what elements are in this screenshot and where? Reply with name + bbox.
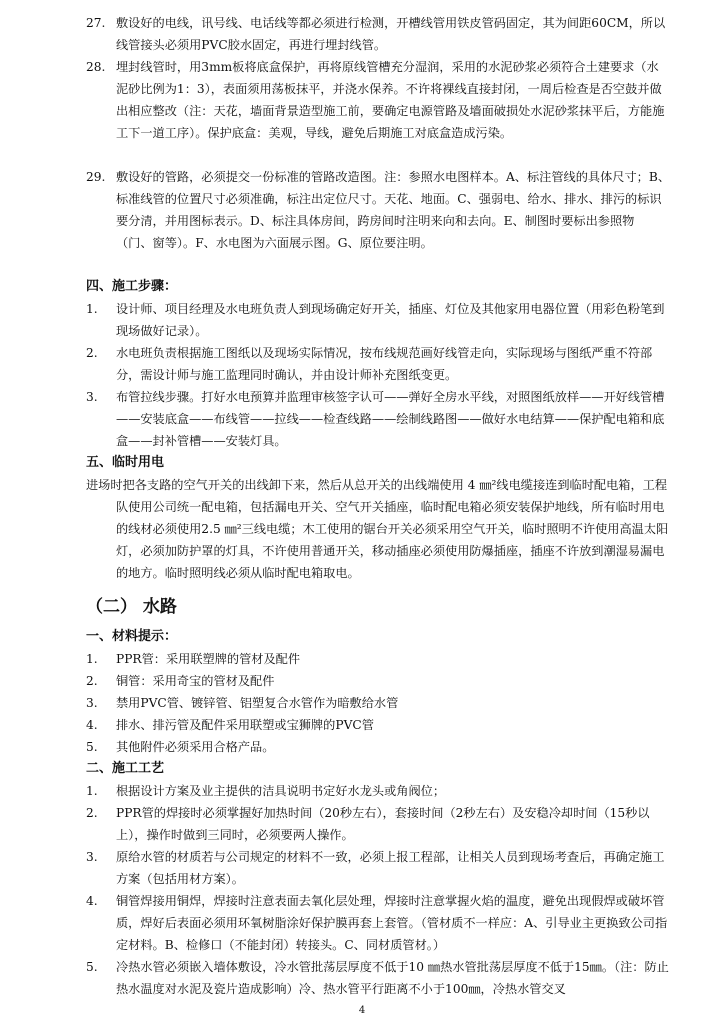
- craft-number-1: 1.: [86, 784, 98, 798]
- step-number-3: 3.: [86, 390, 98, 404]
- water-section-title: （二） 水路: [86, 597, 177, 617]
- item-number-28: 28.: [86, 60, 106, 74]
- item-number-27: 27.: [86, 16, 106, 30]
- temp-power-heading: 五、临时用电: [86, 455, 165, 470]
- step-number-1: 1.: [86, 302, 98, 316]
- steps-heading: 四、施工步骤：: [86, 279, 178, 294]
- step-number-2: 2.: [86, 346, 98, 360]
- craft-heading: 二、施工工艺: [86, 761, 165, 776]
- material-1-text: PPR管：采用联塑牌的管材及配件: [116, 652, 301, 666]
- craft-1-text: 根据设计方案及业主提供的洁具说明书定好水龙头或角阀位；: [116, 784, 446, 798]
- material-number-5: 5.: [86, 740, 98, 754]
- material-4-text: 排水、排污管及配件采用联塑或宝狮牌的PVC管: [116, 718, 374, 732]
- craft-4-text: 铜管焊接用铜焊，焊接时注意表面去氧化层处理，焊接时注意掌握火焰的温度，避免出现假焊或破坏管质，焊好后表面必须用环氧树脂涂好保护膜再套上套管。（管材质不一样应：A、引导业主更换致公司指定材料。B、检修口（不能封闭）转接头。C、同材质管材。）: [116, 894, 668, 952]
- craft-number-3: 3.: [86, 850, 98, 864]
- step-1-text: 设计师、项目经理及水电班负责人到现场确定好开关，插座、灯位及其他家用电器位置（用彩色粉笔到现场做好记录）。: [116, 302, 665, 338]
- item-number-29: 29.: [86, 170, 106, 184]
- step-2-text: 水电班负责根据施工图纸以及现场实际情况，按布线规范画好线管走向，实际现场与图纸严重不符部分，需设计师与施工监理同时确认，并由设计师补充图纸变更。: [116, 346, 653, 382]
- item-27-text: 敷设好的电线，讯号线、电话线等都必须进行检测，开槽线管用铁皮管码固定，其为间距60CM，所以线管接头必须用PVC胶水固定，再进行埋封线管。: [116, 16, 666, 52]
- material-2-text: 铜管：采用奇宝的管材及配件: [116, 674, 275, 688]
- temp-power-text: 进场时把各支路的空气开关的出线卸下来，然后从总开关的出线端使用 4 ㎜²线电缆接连到临时配电箱，工程队使用公司统一配电箱，包括漏电开关、空气开关插座，临时配电箱必须安装保护地线，所有临时用电的线材必须使用2.5 ㎜²三线电缆；木工使用的锯台开关必须采用空气开关，临时照明不许使用高温太阳灯，必须加防护罩的灯具，不许使用普通开关，移动插座必须使用防爆插座，插座不许放到潮湿易漏电的地方。临时照明线必须从临时配电箱取电。: [86, 478, 669, 580]
- material-5-text: 其他附件必须采用合格产品。: [116, 740, 275, 754]
- item-28-text: 埋封线管时，用3mm板将底盒保护，再将原线管槽充分湿润，采用的水泥砂浆必须符合土建要求（水泥砂比例为1：3），表面须用荡板抹平，并浇水保养。不许将裸线直接封闭，一周后检查是否空鼓并做出相应整改（注：天花，墙面背景造型施工前，要确定电源管路及墙面破损处水泥砂浆抹平后，方能施工下一道工序）。保护底盒：美观，导线，避免后期施工对底盒造成污染。: [116, 60, 665, 140]
- craft-2-text: PPR管的焊接时必须掌握好加热时间（20秒左右），套接时间（2秒左右）及安稳冷却时间（15秒以上），操作时做到三同时，必须要两人操作。: [116, 806, 650, 842]
- craft-3-text: 原给水管的材质若与公司规定的材料不一致，必须上报工程部，让相关人员到现场考查后，再确定施工方案（包括用材方案）。: [116, 850, 665, 886]
- craft-number-2: 2.: [86, 806, 98, 820]
- material-number-2: 2.: [86, 674, 98, 688]
- craft-5-text: 冷热水管必须嵌入墙体敷设，冷水管批荡层厚度不低于10 ㎜热水管批荡层厚度不低于15㎜。（注：防止热水温度对水泥及瓷片造成影响）冷、热水管平行距离不小于100㎜，冷热水管交叉: [116, 960, 669, 996]
- material-number-1: 1.: [86, 652, 98, 666]
- material-number-4: 4.: [86, 718, 98, 732]
- material-3-text: 禁用PVC管、镀锌管、铝塑复合水管作为暗敷给水管: [116, 696, 399, 710]
- step-3-text: 布管拉线步骤。打好水电预算并监理审核签字认可——弹好全房水平线，对照图纸放样——开好线管槽——安装底盒——布线管——拉线——检查线路——绘制线路图——做好水电结算——保护配电箱和底盒——封补管槽——安装灯具。: [116, 390, 665, 448]
- item-29-text: 敷设好的管路，必须提交一份标准的管路改造图。注：参照水电图样本。A、标注管线的具体尺寸；B、标准线管的位置尺寸必须准确，标注出定位尺寸。天花、地面。C、强弱电、给水、排水、排污的标识要分清，并用图标表示。D、标注具体房间，跨房间时注明来向和去向。E、制图时要标出参照物（门、窗等）。F、水电图为六面展示图。G、原位要注明。: [116, 170, 671, 250]
- page-number: 4: [358, 1005, 366, 1016]
- material-number-3: 3.: [86, 696, 98, 710]
- craft-number-4: 4.: [86, 894, 98, 908]
- materials-heading: 一、材料提示：: [86, 629, 178, 644]
- craft-number-5: 5.: [86, 960, 98, 974]
